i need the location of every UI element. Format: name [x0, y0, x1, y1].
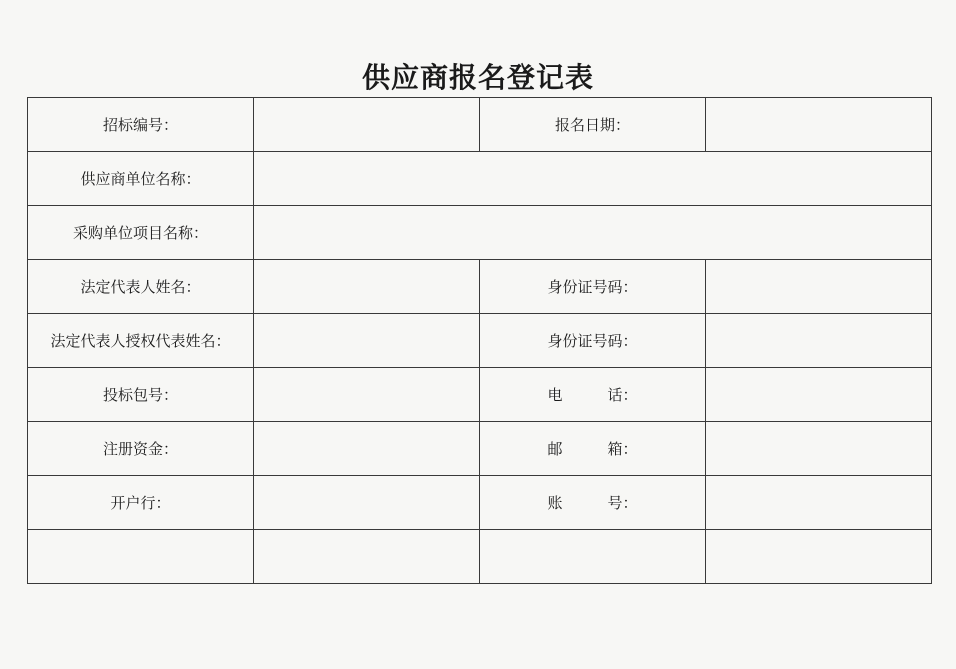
legal-rep-name-label: 法定代表人姓名：: [28, 260, 254, 314]
bid-package-label: 投标包号：: [28, 368, 254, 422]
supplier-name-field[interactable]: [254, 152, 932, 206]
bid-number-label: 招标编号：: [28, 98, 254, 152]
table-row: [28, 422, 932, 476]
table-row: [28, 368, 932, 422]
blank-cell[interactable]: [706, 530, 932, 584]
phone-field[interactable]: [706, 368, 932, 422]
authorized-rep-name-field[interactable]: [254, 314, 480, 368]
legal-rep-name-field[interactable]: [254, 260, 480, 314]
table-row: [28, 98, 932, 152]
table-row: [28, 260, 932, 314]
blank-cell[interactable]: [28, 530, 254, 584]
registration-date-label: 报名日期：: [480, 98, 706, 152]
account-number-field[interactable]: [706, 476, 932, 530]
blank-cell[interactable]: [480, 530, 706, 584]
legal-rep-id-field[interactable]: [706, 260, 932, 314]
bid-package-field[interactable]: [254, 368, 480, 422]
registered-capital-field[interactable]: [254, 422, 480, 476]
authorized-rep-id-label: 身份证号码：: [480, 314, 706, 368]
legal-rep-id-label: 身份证号码：: [480, 260, 706, 314]
email-field[interactable]: [706, 422, 932, 476]
phone-label: 电 话：: [480, 368, 706, 422]
registered-capital-label: 注册资金：: [28, 422, 254, 476]
purchaser-project-name-label: 采购单位项目名称：: [28, 206, 254, 260]
bid-number-field[interactable]: [254, 98, 480, 152]
table-row: [28, 152, 932, 206]
purchaser-project-name-field[interactable]: [254, 206, 932, 260]
supplier-name-label: 供应商单位名称：: [28, 152, 254, 206]
bank-field[interactable]: [254, 476, 480, 530]
blank-cell[interactable]: [254, 530, 480, 584]
table-row: [28, 476, 932, 530]
table-row: [28, 530, 932, 584]
registration-form-table: [27, 97, 932, 584]
authorized-rep-name-label: 法定代表人授权代表姓名：: [28, 314, 254, 368]
registration-date-field[interactable]: [706, 98, 932, 152]
bank-label: 开户行：: [28, 476, 254, 530]
table-row: [28, 206, 932, 260]
authorized-rep-id-field[interactable]: [706, 314, 932, 368]
email-label: 邮 箱：: [480, 422, 706, 476]
form-title: 供应商报名登记表: [361, 61, 594, 94]
account-number-label: 账 号：: [480, 476, 706, 530]
table-row: [28, 314, 932, 368]
